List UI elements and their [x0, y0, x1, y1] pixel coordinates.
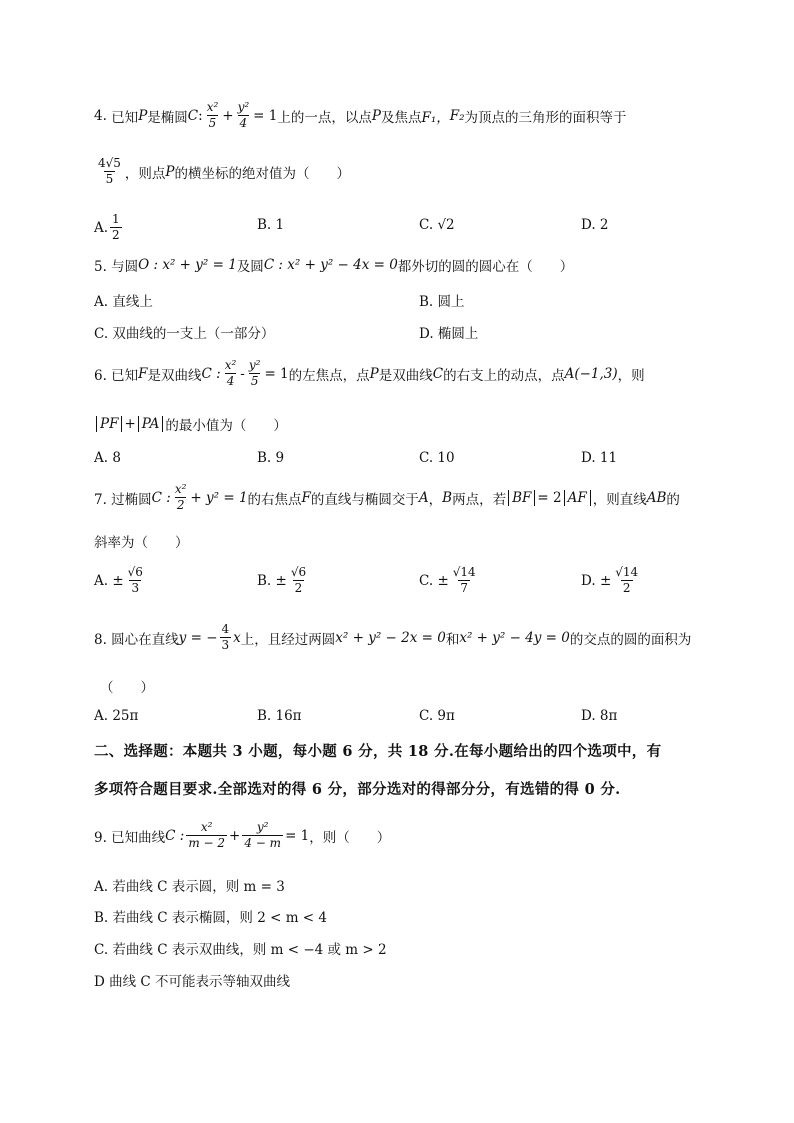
- q5-option-d: D. 椭圆上: [419, 326, 479, 342]
- q8-fraction: $\frac{4}{3}$: [221, 622, 230, 652]
- section2-heading-line1: 二、选择题：本题共 3 小题，每小题 6 分，共 18 分.在每小题给出的四个选项中，有: [94, 743, 662, 760]
- q9-option-b: B. 若曲线 C 表示椭圆，则 2 < m < 4: [94, 910, 327, 926]
- q5-option-a: A. 直线上: [94, 294, 153, 310]
- q4-focus1: F₁，: [421, 109, 450, 126]
- q8-option-c: C. 9π: [419, 708, 455, 724]
- q4-option-a: A. $\frac{1}{2}$: [94, 212, 120, 242]
- q6-abs-pf: PF: [96, 416, 122, 432]
- q8-option-d: D. 8π: [581, 708, 618, 724]
- q4-text: 是椭圆: [147, 109, 188, 126]
- q7-option-b: B. ± $\frac{√6}{2}$: [257, 565, 307, 595]
- q8-stem-line1: 8. 圆心在直线 y = − $\frac{4}{3}$ x 上，且经过两圆 x² + y² − 2x = 0 和 x² + y² − 4y = 0 的交点的圆的面积为: [94, 622, 692, 652]
- q7-option-d: D. ± $\frac{√14}{2}$: [581, 565, 639, 595]
- q4-stem-line1: [94, 100, 627, 131]
- q4-text: 及焦点: [380, 109, 422, 126]
- q4-option-d: D. 2: [581, 217, 609, 233]
- q6-stem-line2: PF + PA 的最小值为（ ）: [94, 414, 287, 434]
- q5-circle-o: O : x² + y² = 1: [138, 257, 237, 273]
- q7-option-a: A. ± $\frac{√6}{3}$: [94, 565, 143, 595]
- q6-fraction-x: $\frac{\text{x²}}{4}$: [224, 358, 237, 388]
- q7-option-c: C. ± $\frac{√14}{7}$: [419, 565, 476, 595]
- q4-option-c: C. √2: [419, 217, 455, 233]
- q4-option-a-fraction: $\frac{1}{2}$: [112, 212, 120, 242]
- q9-option-a: A. 若曲线 C 表示圆，则 m = 3: [94, 879, 285, 895]
- q6-fraction-y: $\frac{\text{y²}}{5}$: [248, 358, 261, 388]
- q9-fraction-y: $\frac{\text{y²}}{4 - m}$: [244, 820, 282, 850]
- q4-text: 已知: [111, 109, 139, 126]
- q8-option-a: A. 25π: [94, 708, 139, 724]
- q4-var: P: [371, 107, 381, 124]
- q7-stem-line1: 7. 过椭圆 C : $\frac{\text{x²}}{2}$ + y² = 1 的右焦点 F 的直线与椭圆交于 A ， B 两点，若 BF = 2 AF ，则直线 AB 的: [94, 482, 680, 512]
- q9-option-d: D 曲线 C 不可能表示等轴双曲线: [94, 974, 291, 990]
- q9-stem: 9. 已知曲线 C : $\frac{\text{x²}}{m - 2}$ + $\frac{\text{y²}}{4 - m}$ = 1 ，则（ ）: [94, 820, 391, 850]
- q4-focus2: F₂: [449, 107, 465, 124]
- q4-number: 4.: [94, 107, 107, 124]
- q7-abs-bf: BF: [508, 490, 535, 506]
- q4-fraction-y: $\frac{\text{y²}}{4}$: [237, 100, 250, 130]
- q5-option-c: C. 双曲线的一支上（一部分）: [94, 326, 275, 342]
- q4-var: P: [165, 163, 175, 180]
- q4-text: ，则点: [124, 165, 166, 182]
- q4-option-c-value: √2: [437, 217, 455, 233]
- q4-fraction-x: $\frac{\text{x²}}{5}$: [206, 100, 219, 130]
- q6-option-c: C. 10: [419, 450, 455, 466]
- q6-option-b: B. 9: [257, 450, 285, 466]
- q6-option-d: D. 11: [581, 450, 618, 466]
- q4-text: 上的一点，以点: [277, 109, 372, 126]
- q5-stem: 5. 与圆 O : x² + y² = 1 及圆 C : x² + y² − 4x = 0 都外切的圆的圆心在（ ）: [94, 257, 574, 275]
- q6-stem-line1: 6. 已知 F 是双曲线 C : $\frac{\text{x²}}{4}$ - $\frac{\text{y²}}{5}$ = 1 的左焦点，点 P 是双曲线 C 的右支上的动点，点 A(−1,3) ，则: [94, 358, 645, 388]
- q6-option-a: A. 8: [94, 450, 121, 466]
- q5-option-b: B. 圆上: [419, 294, 465, 310]
- q6-abs-pa: PA: [138, 416, 164, 432]
- q7-stem-line2: 斜率为（ ）: [94, 535, 189, 551]
- q5-circle-c: C : x² + y² − 4x = 0: [263, 257, 398, 273]
- q9-option-c: C. 若曲线 C 表示双曲线，则 m < −4 或 m > 2: [94, 942, 387, 958]
- q7-fraction-x: $\frac{\text{x²}}{2}$: [174, 482, 187, 512]
- q4-area-fraction: $\frac{4√5}{5}$: [98, 156, 121, 186]
- q8-stem-line2: （ ）: [100, 680, 154, 696]
- q6-point-a: A(−1,3): [564, 365, 618, 382]
- q4-option-b: B. 1: [257, 217, 285, 233]
- q4-colon: :: [198, 107, 203, 124]
- q4-eq: = 1: [253, 107, 278, 124]
- q4-text: 的横坐标的绝对值为（ ）: [174, 165, 351, 182]
- q9-fraction-x: $\frac{\text{x²}}{m - 2}$: [188, 820, 226, 850]
- section2-heading-line2: 多项符合题目要求.全部选对的得 6 分，部分选对的得部分分，有选错的得 0 分.: [94, 781, 621, 798]
- q4-plus: +: [222, 107, 234, 124]
- q4-text: 为顶点的三角形的面积等于: [464, 109, 627, 126]
- q7-abs-af: AF: [564, 490, 591, 506]
- q4-var: P: [138, 107, 148, 124]
- q4-var: C: [187, 107, 199, 124]
- q8-option-b: B. 16π: [257, 708, 302, 724]
- q4-stem-line2: [94, 156, 350, 187]
